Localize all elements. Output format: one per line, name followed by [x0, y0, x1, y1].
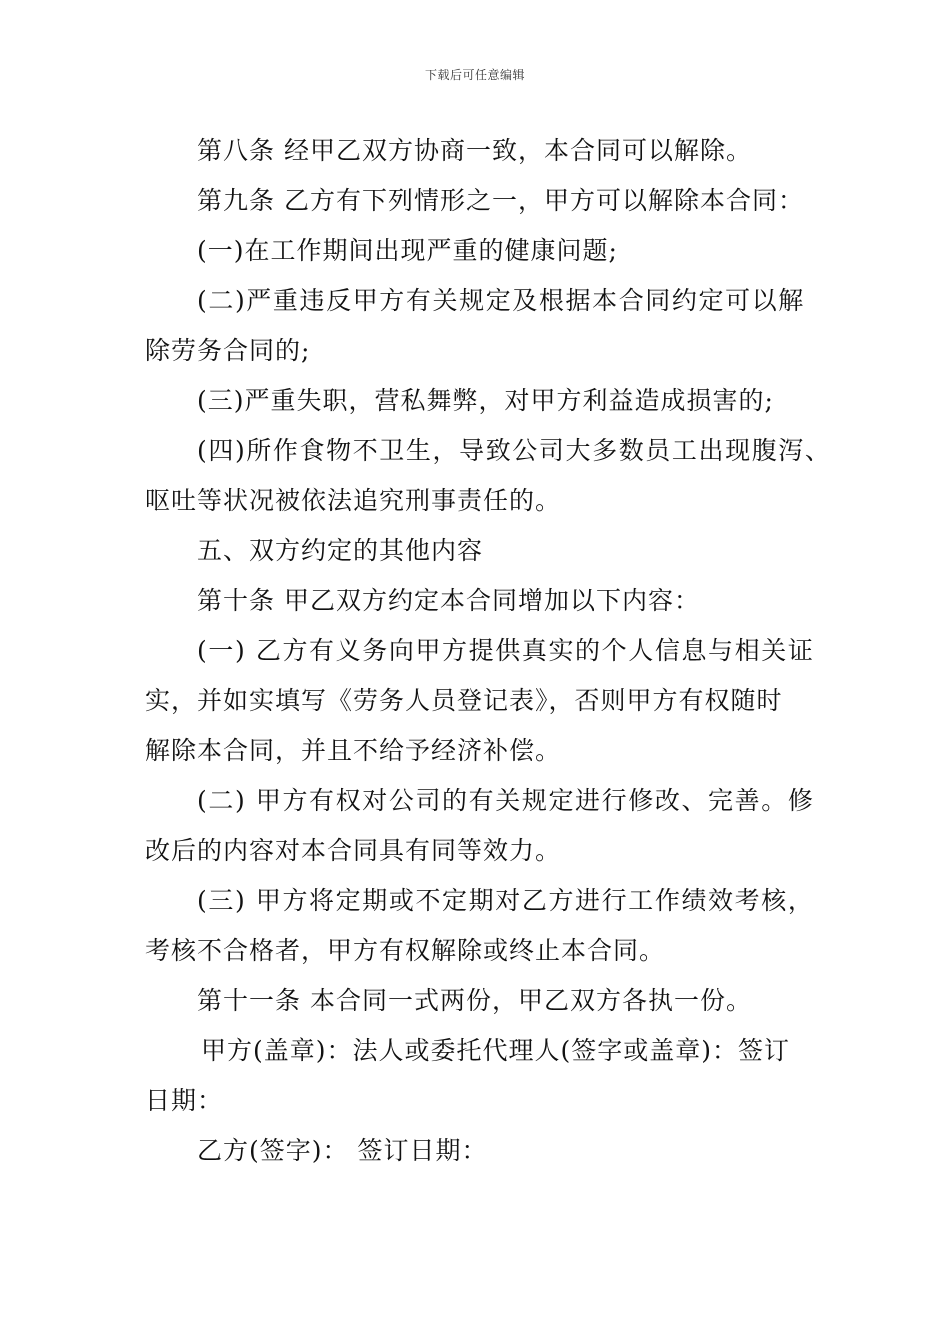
party-a-signature-line-1: 甲方(盖章)：法人或委托代理人(签字或盖章)：签订: [201, 1036, 791, 1065]
article-11-text: 第十一条 本合同一式两份，甲乙双方各执一份。: [197, 986, 752, 1015]
article-9-item-1: (一)在工作期间出现严重的健康问题;: [197, 236, 618, 265]
party-a-signature-line-2: 日期：: [145, 1086, 224, 1115]
section-5-heading: 五、双方约定的其他内容: [197, 536, 484, 565]
download-note: 下载后可任意编辑: [424, 68, 525, 82]
article-9-item-3: (三)严重失职，营私舞弊，对甲方利益造成损害的;: [197, 386, 774, 415]
article-9-item-2-line-1: (二)严重违反甲方有关规定及根据本合同约定可以解: [197, 286, 805, 315]
article-10-item-1-line-1: (一) 乙方有义务向甲方提供真实的个人信息与相关证: [197, 636, 815, 665]
article-10-item-3-line-2: 考核不合格者，甲方有权解除或终止本合同。: [145, 936, 666, 965]
article-10-item-2-line-1: (二) 甲方有权对公司的有关规定进行修改、完善。修: [197, 786, 815, 815]
article-10-item-1-line-2: 实，并如实填写《劳务人员登记表》，否则甲方有权随时: [145, 686, 783, 715]
article-10-item-3-line-1: (三) 甲方将定期或不定期对乙方进行工作绩效考核，: [197, 886, 815, 915]
article-8-text: 第八条 经甲乙双方协商一致，本合同可以解除。: [197, 136, 752, 165]
party-b-signature-line: 乙方(签字)： 签订日期：: [197, 1136, 488, 1165]
article-9-item-2-line-2: 除劳务合同的;: [145, 336, 311, 365]
article-9-item-4-line-2: 呕吐等状况被依法追究刑事责任的。: [145, 486, 562, 515]
article-10-text: 第十条 甲乙双方约定本合同增加以下内容：: [197, 586, 700, 615]
article-9-item-4-line-1: (四)所作食物不卫生，导致公司大多数员工出现腹泻、: [197, 436, 832, 465]
article-10-item-2-line-2: 改后的内容对本合同具有同等效力。: [145, 836, 562, 865]
article-10-item-1-line-3: 解除本合同，并且不给予经济补偿。: [145, 736, 562, 765]
article-9-text: 第九条 乙方有下列情形之一，甲方可以解除本合同：: [197, 186, 804, 215]
contract-body: [145, 126, 832, 1176]
